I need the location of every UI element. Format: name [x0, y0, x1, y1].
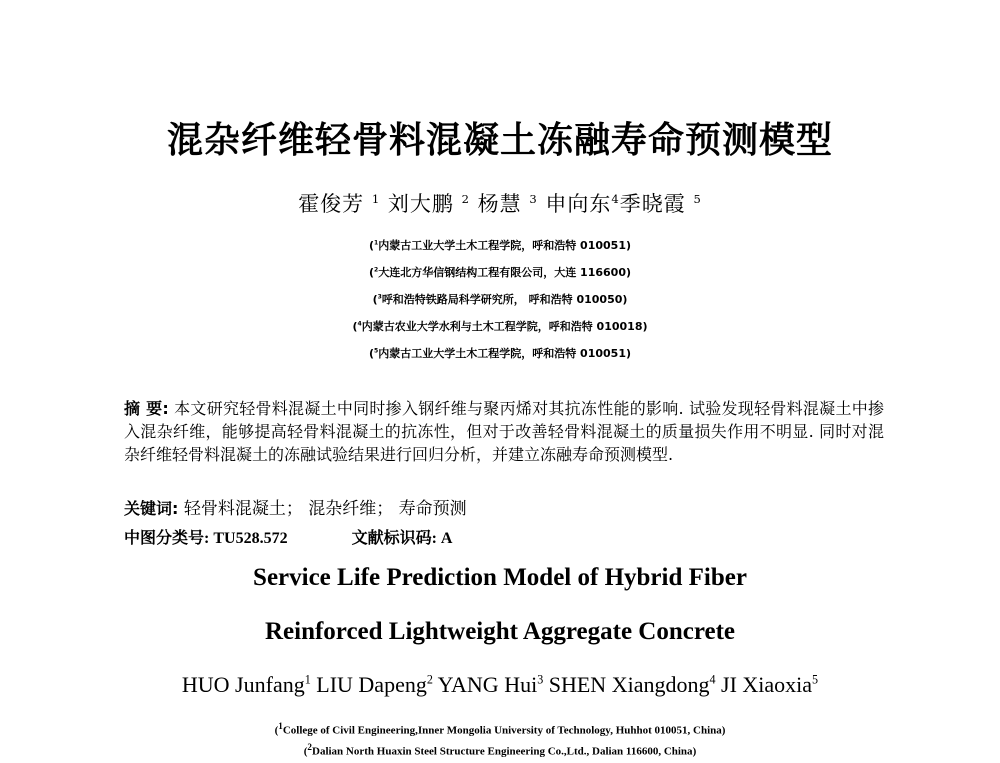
paper-title-en-line2: Reinforced Lightweight Aggregate Concrete: [264, 618, 736, 645]
affiliation-cn: ($^3$呼和浩特铁路局科学研究所， 呼和浩特 010050): [372, 293, 628, 306]
author-sup: 4: [611, 192, 620, 206]
author-sup: 2: [426, 672, 433, 687]
abstract-label: 摘 要: [124, 399, 163, 418]
paper-title-cn: 混杂纤维轻骨料混凝土冻融寿命预测模型: [166, 120, 833, 161]
author-cn: 申向东: [545, 192, 612, 216]
keywords-label: 关键词: [124, 499, 173, 518]
abstract-cn: 摘 要: 本文研究轻骨料混凝土中同时掺入钢纤维与聚丙烯对其抗冻性能的影响. 试验发现轻骨料混凝土中掺入混杂纤维，能够提高轻骨料混凝土的抗冻性，但对于改善轻骨料混凝土的质量损失作用不明显. 同时对混杂纤维轻骨料混凝土的冻融试验结果进行回归分析，并建立冻融寿命预测模型.: [124, 399, 884, 464]
author-en: YANG Hui: [437, 672, 538, 697]
affiliation-en: ($^2$Dalian North Huaxin Steel Structure Engineering Co.,Ltd., Dalian 116600, China): [303, 742, 697, 758]
author-list-en: [0, 672, 1000, 698]
author-sup: 3: [529, 192, 538, 206]
affiliation-cn: ($^5$内蒙古工业大学土木工程学院，呼和浩特 010051): [368, 347, 632, 360]
author-sup: 1: [304, 672, 311, 687]
doc-code-label: 文献标识码: [351, 530, 432, 547]
keywords-text: 轻骨料混凝土； 混杂纤维； 寿命预测: [183, 499, 467, 519]
author-en: JI Xiaoxia: [721, 672, 813, 697]
author-sup: 1: [371, 192, 381, 206]
affiliations-en: [0, 716, 1000, 758]
author-en: SHEN Xiangdong: [548, 672, 710, 697]
affiliation-cn: ($^1$内蒙古工业大学土木工程学院，呼和浩特 010051): [368, 239, 632, 252]
author-cn: 霍俊芳: [298, 192, 365, 216]
author-en: LIU Dapeng: [316, 672, 427, 697]
author-sup: 2: [461, 192, 470, 206]
author-sup: 5: [693, 192, 702, 206]
author-list-cn: [0, 188, 1000, 218]
affiliation-cn: ($^4$内蒙古农业大学水利与土木工程学院，呼和浩特 010018): [352, 320, 648, 333]
author-sup: 4: [709, 672, 716, 687]
author-en: HUO Junfang: [181, 672, 305, 697]
paper-title-en-line1: Service Life Prediction Model of Hybrid Fiber: [253, 564, 747, 591]
keywords-cn: 关键词: 轻骨料混凝土； 混杂纤维； 寿命预测: [124, 499, 467, 519]
author-cn: 杨慧: [477, 192, 522, 216]
classification-line: 中图分类号: TU528.572 文献标识码: A: [124, 530, 453, 547]
author-sup: 3: [537, 672, 544, 687]
author-cn: 季晓霞: [619, 192, 686, 216]
affiliation-en: ($^1$College of Civil Engineering,Inner Mongolia University of Technology, Huhhot 010051, China): [274, 721, 726, 737]
affiliations-cn: [0, 232, 1000, 367]
affiliation-cn: ($^2$大连北方华信钢结构工程有限公司，大连 116600): [368, 266, 632, 279]
author-cn: 刘大鹏: [387, 192, 454, 216]
doc-code-value: A: [440, 530, 453, 547]
author-sup: 5: [812, 672, 819, 687]
abstract-text: 本文研究轻骨料混凝土中同时掺入钢纤维与聚丙烯对其抗冻性能的影响. 试验发现轻骨料混凝土中掺入混杂纤维，能够提高轻骨料混凝土的抗冻性，但对于改善轻骨料混凝土的质量损失作用不明显. 同时对混杂纤维轻骨料混凝土的冻融试验结果进行回归分析，并建立冻融寿命预测模型.: [124, 399, 884, 464]
clc-label: 中图分类号: [124, 530, 205, 547]
clc-value: TU528.572: [213, 530, 288, 547]
